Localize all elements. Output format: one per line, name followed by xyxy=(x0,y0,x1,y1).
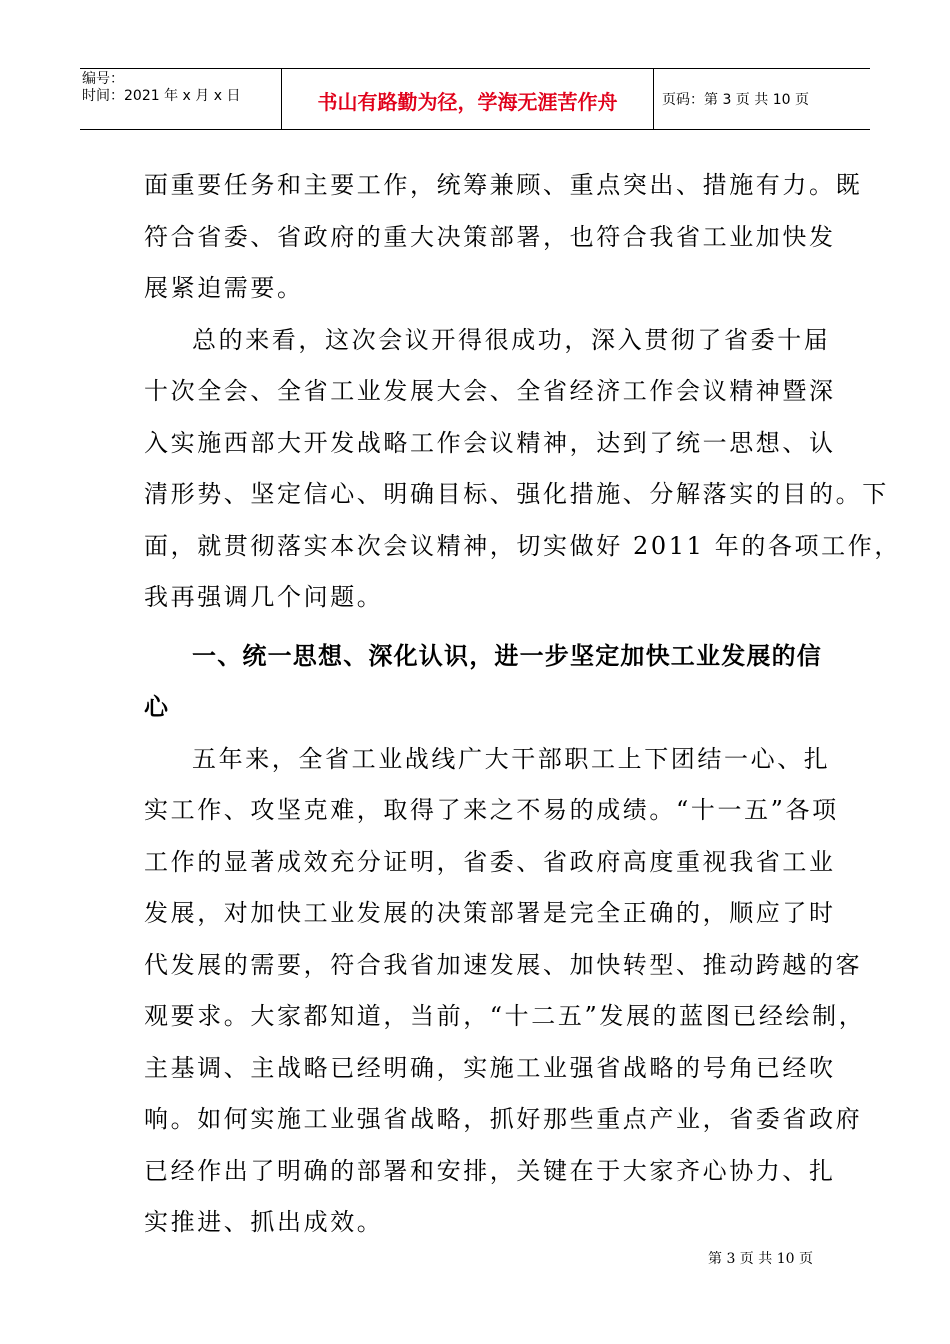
body-line: 我再强调几个问题。 xyxy=(144,583,384,611)
body-line: 展紧迫需要。 xyxy=(144,274,304,302)
body-line: 面，就贯彻落实本次会议精神，切实做好 2011 年的各项工作， xyxy=(144,531,901,560)
header-motto: 书山有路勤为径，学海无涯苦作舟 xyxy=(282,69,654,129)
body-line: 发展，对加快工业发展的决策部署是完全正确的，顺应了时 xyxy=(144,899,836,927)
section-heading: 一、统一思想、深化认识，进一步坚定加快工业发展的信 xyxy=(192,641,822,670)
body-line: 符合省委、省政府的重大决策部署，也符合我省工业加快发 xyxy=(144,222,836,251)
body-line: 入实施西部大开发战略工作会议精神，达到了统一思想、认 xyxy=(144,428,836,457)
body-line: 响。如何实施工业强省战略，抓好那些重点产业，省委省政府 xyxy=(144,1105,863,1133)
document-date-label: 时间：2021 年 x 月 x 日 xyxy=(82,88,241,104)
document-number-label: 编号： xyxy=(82,71,124,87)
section-heading-continued: 心 xyxy=(144,693,170,721)
body-line: 十次全会、全省工业发展大会、全省经济工作会议精神暨深 xyxy=(144,377,836,405)
body-line: 代发展的需要，符合我省加速发展、加快转型、推动跨越的客 xyxy=(144,950,863,979)
document-body xyxy=(144,160,901,1249)
body-line: 面重要任务和主要工作，统筹兼顾、重点突出、措施有力。既 xyxy=(144,171,863,199)
body-line: 观要求。大家都知道，当前，“十二五”发展的蓝图已经绘制， xyxy=(144,1002,866,1030)
body-line: 五年来，全省工业战线广大干部职工上下团结一心、扎 xyxy=(192,744,831,773)
page-footer: 第 3 页 共 10 页 xyxy=(708,1251,813,1267)
body-line: 主基调、主战略已经明确，实施工业强省战略的号角已经吹 xyxy=(144,1053,836,1082)
body-line: 实工作、攻坚克难，取得了来之不易的成绩。“十一五”各项 xyxy=(144,796,839,824)
header-meta xyxy=(80,69,282,129)
body-line: 实推进、抓出成效。 xyxy=(144,1208,384,1236)
body-line: 已经作出了明确的部署和安排，关键在于大家齐心协力、扎 xyxy=(144,1156,836,1185)
body-line: 清形势、坚定信心、明确目标、强化措施、分解落实的目的。下 xyxy=(144,480,889,508)
page-header xyxy=(80,68,870,130)
body-line: 总的来看，这次会议开得很成功，深入贯彻了省委十届 xyxy=(192,325,831,354)
header-page-number: 页码：第 3 页 共 10 页 xyxy=(662,92,809,108)
body-line: 工作的显著成效充分证明，省委、省政府高度重视我省工业 xyxy=(144,847,836,876)
